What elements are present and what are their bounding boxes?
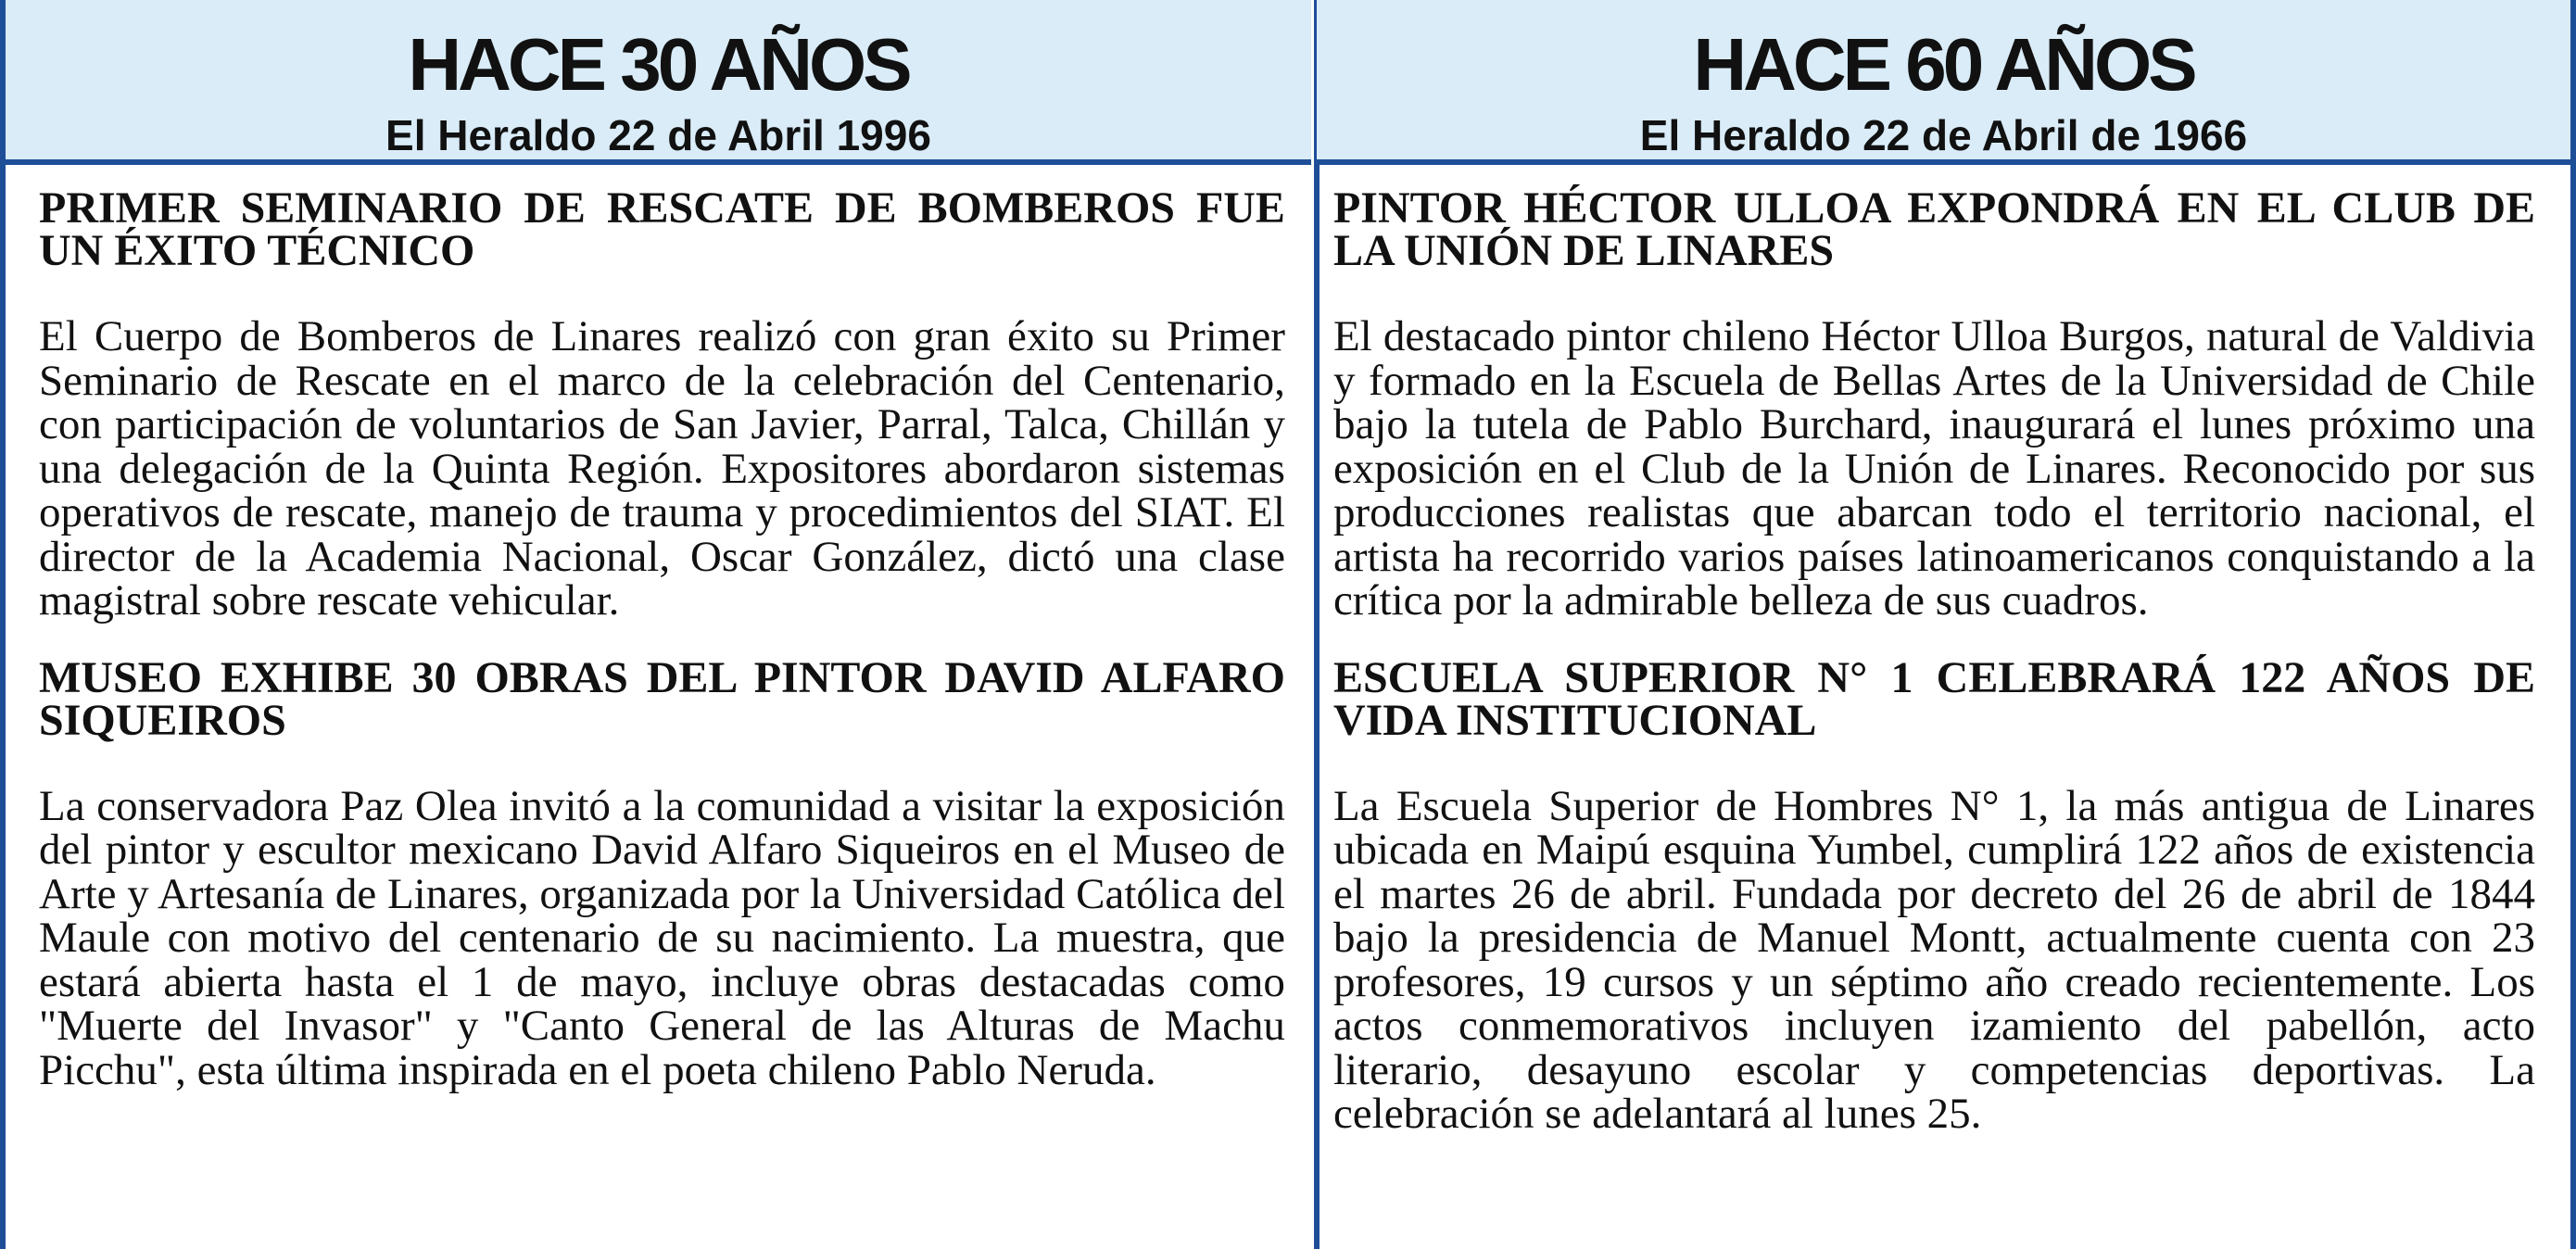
article [1332,652,2535,1138]
article [1332,183,2535,624]
column-content [1317,165,2570,1137]
article-headline: PRIMER SEMINARIO DE RESCATE DE BOMBEROS FUE UN ÉXITO TÉCNICO [39,183,1285,275]
article-body: La conservadora Paz Olea invitó a la comunidad a visitar la exposición del pintor y escultor mexicano David Alfaro Siqueiros en el Museo de Arte y Artesanía de Linares, organizada por la Universidad Católica del Maule con motivo del centenario de su nacimiento. La muestra, que estará abierta hasta el 1 de mayo, incluye obras destacadas como "Muerte del Invasor" y "Canto General de las Alturas de Machu Picchu", esta última inspirada en el poeta chileno Pablo Neruda. [39,781,1285,1094]
article-headline: MUSEO EXHIBE 30 OBRAS DEL PINTOR DAVID ALFARO SIQUEIROS [39,652,1285,745]
column-content [6,165,1311,1092]
column-title: HACE 30 AÑOS [408,23,909,106]
column-header [1317,0,2570,165]
article-body: El destacado pintor chileno Héctor Ulloa Burgos, natural de Valdivia y formado en la Escuela de Bellas Artes de la Universidad de Chile bajo la tutela de Pablo Burchard, inaugurará el lunes próximo una exposición en el Club de la Unión de Linares. Reconocido por sus producciones realistas que abarcan todo el territorio nacional, el artista ha recorrido varios países latinoamericanos conquistando a la crítica por la admirable belleza de sus cuadros. [1332,312,2535,624]
article [39,652,1285,1094]
column-60-years [1317,0,2570,1249]
column-header [6,0,1311,165]
article-body: La Escuela Superior de Hombres N° 1, la más antigua de Linares ubicada en Maipú esquina Yumbel, cumplirá 122 años de existencia el martes 26 de abril. Fundada por decreto del 26 de abril de 1844 bajo la presidencia de Manuel Montt, actualmente cuenta con 23 profesores, 19 cursos y un séptimo año creado recientemente. Los actos conmemorativos incluyen izamiento del pabellón, acto literario, desayuno escolar y competencias deportivas. La celebración se adelantará al lunes 25. [1332,781,2535,1138]
column-subtitle: El Heraldo 22 de Abril 1996 [385,111,931,159]
column-30-years [6,0,1311,1249]
column-title: HACE 60 AÑOS [1693,23,2194,106]
article-headline: PINTOR HÉCTOR ULLOA EXPONDRÁ EN EL CLUB DE LA UNIÓN DE LINARES [1332,183,2535,275]
article-body: El Cuerpo de Bomberos de Linares realizó con gran éxito su Primer Seminario de Rescate en el marco de la celebración del Centenario, con participación de voluntarios de San Javier, Parral, Talca, Chillán y una delegación de la Quinta Región. Expositores abordaron sistemas operativos de rescate, manejo de trauma y procedimientos del SIAT. El director de la Academia Nacional, Oscar González, dictó una clase magistral sobre rescate vehicular. [39,312,1285,624]
article-headline: ESCUELA SUPERIOR N° 1 CELEBRARÁ 122 AÑOS DE VIDA INSTITUCIONAL [1332,652,2535,745]
article [39,183,1285,624]
column-subtitle: El Heraldo 22 de Abril de 1966 [1639,111,2248,159]
